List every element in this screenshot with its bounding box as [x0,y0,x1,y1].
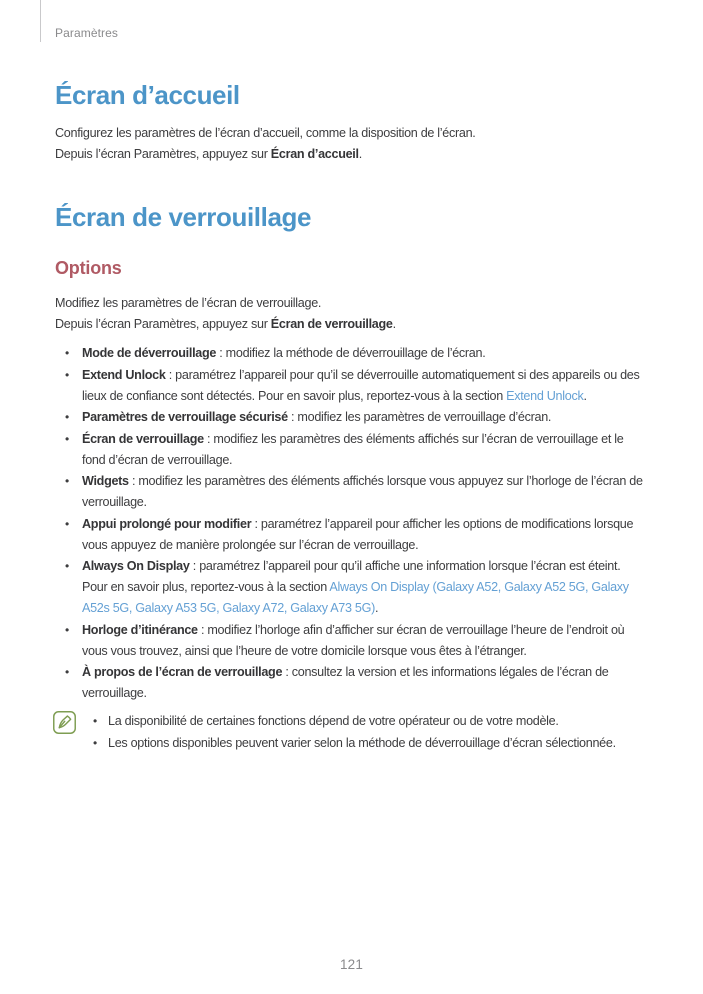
list-item [55,556,648,619]
setting-name: Widgets [82,474,129,488]
setting-description: : modifiez l’horloge afin d’afficher sur écran de verrouillage l’heure de l’endroit où vous vous trouvez, ainsi que l’heure de votre domicile lorsque vous êtes à l’étranger. [82,622,625,658]
note-list [93,710,648,754]
link-extend-unlock[interactable]: Extend Unlock [506,388,584,403]
options-bullet-list [55,343,648,704]
paragraph-text: Depuis l’écran Paramètres, appuyez sur [55,317,271,331]
page-content [55,0,648,754]
list-item [55,429,648,471]
setting-name: À propos de l’écran de verrouillage [82,665,283,679]
setting-name: Always On Display [82,559,190,573]
note-pen-icon [52,710,77,754]
note-callout [55,709,648,754]
note-item: • La disponibilité de certaines fonctions dépend de votre opérateur ou de votre modèle. [93,710,648,732]
list-item [55,407,648,428]
paragraph [55,144,648,165]
list-item [55,365,648,407]
list-item [55,620,648,662]
setting-name: Mode de déverrouillage [82,346,217,360]
setting-name: Appui prolongé pour modifier [82,516,252,531]
setting-name: Horloge d’itinérance [82,622,198,637]
setting-name: Extend Unlock [82,367,166,382]
setting-description: : paramétrez l’appareil pour qu’il se déverrouille automatiquement si des appareils ou des lieux de confiance sont détectés. Pour en savoir plus, reportez-vous à la section [82,367,640,403]
page-number: 121 [339,957,364,972]
list-item [55,471,648,513]
paragraph-text: . [392,317,396,331]
bold-menu-path: Écran de verrouillage [270,317,393,331]
note-item: • Les options disponibles peuvent varier selon la méthode de déverrouillage d’écran sélectionnée. [93,732,648,754]
section-title-lock-screen: Écran de verrouillage [55,202,312,232]
link-always-on-display[interactable]: Always On Display (Galaxy A52, Galaxy A52 5G, Galaxy A52s 5G, Galaxy A53 5G, Galaxy A72, Galaxy A73 5G) [82,580,629,615]
paragraph-text: Depuis l’écran Paramètres, appuyez sur [55,147,271,161]
setting-description: : modifiez la méthode de déverrouillage de l’écran. [216,346,486,360]
bold-menu-path: Écran d’accueil [270,147,359,161]
list-item [55,514,648,556]
section-title-home-screen: Écran d’accueil [55,80,240,110]
paragraph: Configurez les paramètres de l’écran d’accueil, comme la disposition de l’écran. [55,126,476,140]
paragraph-text: . [358,147,362,161]
chapter-header-label: Paramètres [55,26,119,40]
list-item [55,662,648,704]
setting-description: : paramétrez l’appareil pour afficher les options de modifications lorsque vous appuyez de manière prolongée sur l’écran de verrouillage. [82,516,634,552]
subsection-title-options: Options [55,258,122,278]
chapter-header-rule [40,0,41,42]
setting-description: : paramétrez l’appareil pour qu’il affiche une information lorsque l’écran est éteint. Pour en savoir plus, reportez-vous à la section [82,559,621,594]
setting-description: . [583,388,587,403]
setting-description: : modifiez les paramètres des éléments affichés sur l’écran de verrouillage et le fond d’écran de verrouillage. [82,431,624,467]
setting-description: . [375,601,379,615]
setting-description: : consultez la version et les informations légales de l’écran de verrouillage. [82,665,609,700]
paragraph: Modifiez les paramètres de l’écran de verrouillage. [55,296,322,310]
paragraph [55,314,648,335]
setting-description: : modifiez les paramètres de verrouillage d’écran. [287,410,552,424]
setting-description: : modifiez les paramètres des éléments affichés lorsque vous appuyez sur l’horloge de l’écran de verrouillage. [82,474,643,509]
list-item [55,343,648,364]
setting-name: Écran de verrouillage [82,431,204,446]
setting-name: Paramètres de verrouillage sécurisé [82,410,288,424]
